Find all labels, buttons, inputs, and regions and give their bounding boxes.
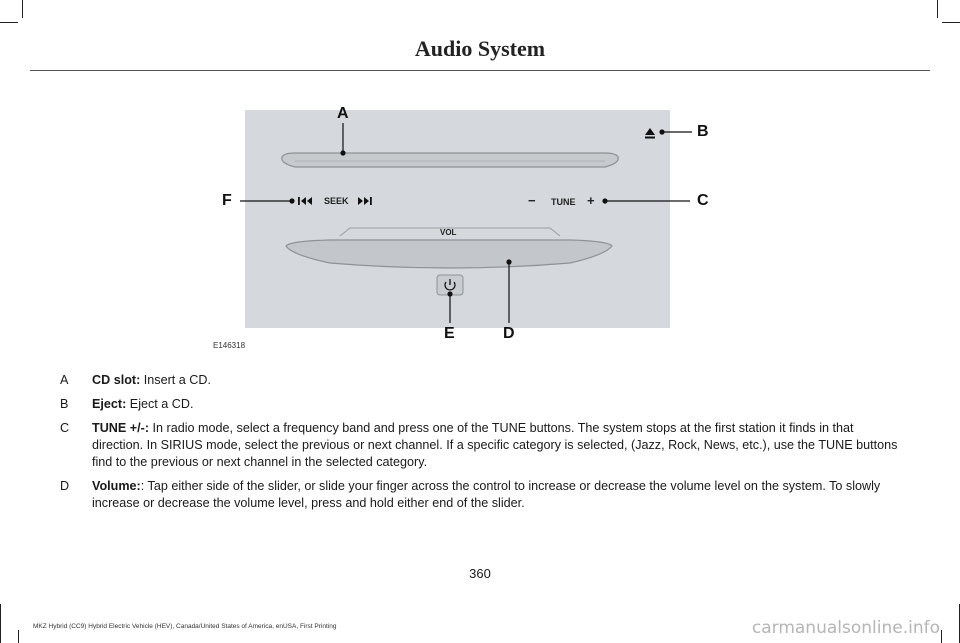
page-number: 360 xyxy=(469,566,491,581)
title-divider xyxy=(30,70,930,71)
watermark: carmanualsonline.info xyxy=(751,618,940,638)
crop-mark xyxy=(18,630,19,643)
audio-panel-figure xyxy=(200,95,740,355)
tune-plus-label: + xyxy=(587,193,595,208)
legend-item xyxy=(60,420,900,471)
legend-item xyxy=(60,372,900,389)
audio-panel-drawing xyxy=(200,95,740,355)
legend-key: D xyxy=(60,479,70,493)
callout-c: C xyxy=(697,192,709,209)
tune-minus-label: − xyxy=(528,193,536,208)
legend-term: Volume: xyxy=(92,479,141,493)
callout-d: D xyxy=(503,325,515,342)
callout-f: F xyxy=(222,192,232,209)
legend-key: A xyxy=(60,373,69,387)
legend-item xyxy=(60,478,900,512)
eject-icon xyxy=(645,128,655,139)
callout-b: B xyxy=(697,123,709,140)
callout-e: E xyxy=(444,325,455,342)
legend-text: : Tap either side of the slider, or slide your finger across the control to increase or decrease the volume level on the system. To slowly increase or decrease the volume level, press and hold either end of the slider. xyxy=(92,479,881,510)
legend-text: Insert a CD. xyxy=(140,373,211,387)
vol-label: VOL xyxy=(440,228,457,237)
seek-label: SEEK xyxy=(324,196,349,206)
footer-text: MKZ Hybrid (CC9) Hybrid Electric Vehicle (HEV), Canada/United States of America, enUSA, First Printing xyxy=(33,623,337,630)
legend-term: Eject: xyxy=(92,397,127,411)
crop-mark xyxy=(937,0,938,18)
legend-term: TUNE +/-: xyxy=(92,421,150,435)
crop-mark xyxy=(0,604,1,643)
crop-mark xyxy=(942,22,960,23)
legend-key: C xyxy=(60,421,70,435)
legend-term: CD slot: xyxy=(92,373,141,387)
page-title: Audio System xyxy=(414,36,546,61)
legend-key: B xyxy=(60,397,69,411)
seek-back-icon xyxy=(298,197,312,205)
legend-item xyxy=(60,396,900,413)
callout-a: A xyxy=(337,105,349,122)
legend-text: Eject a CD. xyxy=(126,397,194,411)
legend-list xyxy=(60,372,900,519)
crop-mark xyxy=(22,0,23,18)
seek-forward-icon xyxy=(358,197,372,205)
tune-label: TUNE xyxy=(551,197,576,207)
cd-slot xyxy=(282,153,618,167)
figure-code: E146318 xyxy=(213,341,246,350)
legend-text: In radio mode, select a frequency band and press one of the TUNE buttons. The system stops at the first station it finds in that direction. In SIRIUS mode, select the previous or next channel. If a specific category is selected, (Jazz, Rock, News, etc.), use the TUNE buttons find to the previous or next channel in the selected category. xyxy=(92,421,898,469)
volume-slider xyxy=(286,240,612,268)
crop-mark xyxy=(941,630,942,643)
crop-mark xyxy=(0,22,18,23)
